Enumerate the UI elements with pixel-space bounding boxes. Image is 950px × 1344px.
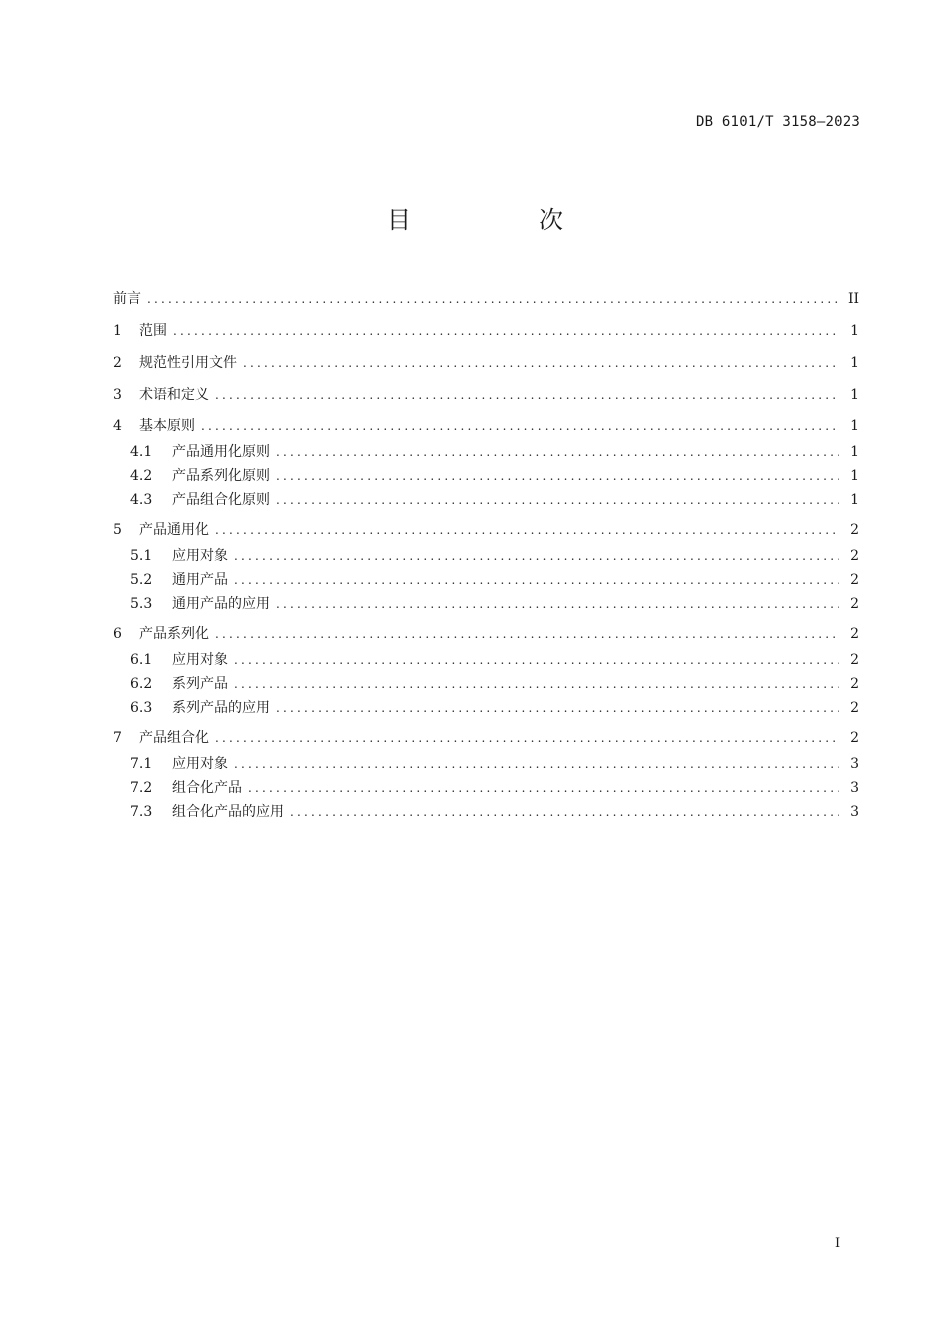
toc-entry-number: 4 (113, 418, 122, 434)
toc-entry-page: 3 (850, 780, 859, 796)
toc-entry-page: 1 (850, 387, 859, 403)
toc-entry-number: 6 (113, 626, 122, 642)
toc-entry-4[interactable] (113, 416, 859, 436)
toc-entry-5-3[interactable] (113, 594, 859, 614)
toc-entry-label: 范围 (139, 323, 167, 339)
toc-leader-dots (234, 754, 839, 774)
toc-entry-6[interactable] (113, 624, 859, 644)
toc-entry-number: 7.3 (130, 804, 153, 820)
page-number: I (835, 1236, 841, 1251)
toc-leader-dots (248, 778, 839, 798)
toc-leader-dots (234, 546, 839, 566)
toc-entry-page: II (847, 291, 859, 307)
toc-entry-label: 系列产品 (172, 676, 228, 692)
toc-entry-number: 7 (113, 730, 122, 746)
toc-entry-label: 术语和定义 (139, 387, 209, 403)
toc-entry-page: 2 (850, 626, 859, 642)
toc-entry-7-2[interactable] (113, 778, 859, 798)
toc-entry-number: 4.3 (130, 492, 153, 508)
toc-entry-number: 5 (113, 522, 122, 538)
toc-entry-label: 产品系列化原则 (172, 468, 270, 484)
toc-entry-label: 应用对象 (172, 652, 228, 668)
toc-leader-dots (276, 442, 839, 462)
toc-entry-page: 3 (850, 804, 859, 820)
toc-entry-page: 1 (850, 444, 859, 460)
toc-entry-foreword[interactable] (113, 289, 859, 309)
toc-entry-number: 3 (113, 387, 122, 403)
toc-entry-page: 1 (850, 418, 859, 434)
toc-entry-label: 应用对象 (172, 548, 228, 564)
toc-entry-1[interactable] (113, 321, 859, 341)
toc-entry-4-1[interactable] (113, 442, 859, 462)
toc-leader-dots (147, 289, 839, 309)
toc-entry-label: 通用产品 (172, 572, 228, 588)
toc-entry-7[interactable] (113, 728, 859, 748)
toc-entry-6-2[interactable] (113, 674, 859, 694)
toc-leader-dots (290, 802, 839, 822)
toc-entry-number: 7.2 (130, 780, 153, 796)
toc-leader-dots (215, 520, 839, 540)
toc-entry-number: 6.1 (130, 652, 153, 668)
toc-entry-4-2[interactable] (113, 466, 859, 486)
toc-entry-number: 5.1 (130, 548, 153, 564)
toc-leader-dots (276, 490, 839, 510)
toc-entry-page: 2 (850, 676, 859, 692)
toc-entry-label: 组合化产品的应用 (172, 804, 284, 820)
page-title: 目 次 (387, 206, 615, 234)
toc-leader-dots (243, 353, 839, 373)
toc-entry-7-1[interactable] (113, 754, 859, 774)
toc-entry-label: 组合化产品 (172, 780, 242, 796)
toc-entry-4-3[interactable] (113, 490, 859, 510)
toc-entry-6-3[interactable] (113, 698, 859, 718)
toc-entry-page: 1 (850, 468, 859, 484)
toc-entry-label: 系列产品的应用 (172, 700, 270, 716)
toc-entry-number: 6.3 (130, 700, 153, 716)
toc-entry-label: 应用对象 (172, 756, 228, 772)
toc-entry-page: 2 (850, 652, 859, 668)
toc-entry-page: 2 (850, 572, 859, 588)
toc-leader-dots (276, 698, 839, 718)
toc-entry-page: 1 (850, 355, 859, 371)
toc-entry-3[interactable] (113, 385, 859, 405)
toc-entry-6-1[interactable] (113, 650, 859, 670)
toc-leader-dots (276, 466, 839, 486)
toc-leader-dots (276, 594, 839, 614)
toc-entry-number: 7.1 (130, 756, 153, 772)
toc-leader-dots (234, 570, 839, 590)
toc-entry-page: 1 (850, 492, 859, 508)
toc-entry-page: 2 (850, 700, 859, 716)
toc-entry-5-2[interactable] (113, 570, 859, 590)
document-code: DB 6101/T 3158—2023 (696, 114, 860, 130)
toc-entry-number: 5.2 (130, 572, 153, 588)
toc-entry-5[interactable] (113, 520, 859, 540)
toc-entry-5-1[interactable] (113, 546, 859, 566)
toc-leader-dots (215, 385, 839, 405)
toc-leader-dots (173, 321, 839, 341)
toc-entry-number: 2 (113, 355, 122, 371)
toc-entry-page: 2 (850, 596, 859, 612)
toc-entry-label: 前言 (113, 291, 141, 307)
toc-entry-number: 6.2 (130, 676, 153, 692)
toc-entry-2[interactable] (113, 353, 859, 373)
toc-leader-dots (234, 674, 839, 694)
toc-entry-label: 产品系列化 (139, 626, 209, 642)
toc-entry-label: 基本原则 (139, 418, 195, 434)
toc-entry-page: 2 (850, 522, 859, 538)
toc-entry-label: 产品组合化 (139, 730, 209, 746)
toc-entry-7-3[interactable] (113, 802, 859, 822)
toc-entry-page: 1 (850, 323, 859, 339)
toc-entry-label: 规范性引用文件 (139, 355, 237, 371)
toc-entry-label: 产品组合化原则 (172, 492, 270, 508)
toc-entry-number: 4.1 (130, 444, 153, 460)
toc-entry-number: 1 (113, 323, 122, 339)
toc-entry-page: 2 (850, 548, 859, 564)
toc-entry-label: 产品通用化 (139, 522, 209, 538)
toc-entry-page: 2 (850, 730, 859, 746)
toc-entry-number: 5.3 (130, 596, 153, 612)
toc-leader-dots (215, 624, 839, 644)
toc-leader-dots (215, 728, 839, 748)
toc-entry-number: 4.2 (130, 468, 153, 484)
toc-entry-page: 3 (850, 756, 859, 772)
toc-leader-dots (201, 416, 839, 436)
toc-entry-label: 通用产品的应用 (172, 596, 270, 612)
toc-leader-dots (234, 650, 839, 670)
toc-entry-label: 产品通用化原则 (172, 444, 270, 460)
